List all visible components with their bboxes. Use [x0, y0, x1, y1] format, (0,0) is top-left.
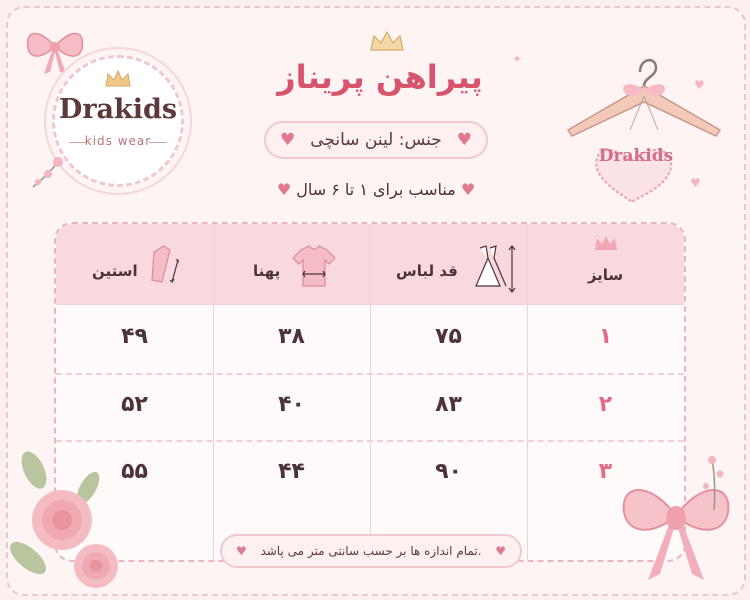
product-title: پیراهن پریناز	[277, 58, 483, 96]
sparkle-icon: ✦	[512, 52, 523, 66]
brand-logo	[52, 55, 184, 187]
heart-icon: ♥	[236, 544, 247, 558]
sleeve-cell: ۵۵	[121, 459, 148, 484]
heart-icon: ♥	[460, 180, 476, 199]
flower-sprig-icon	[28, 152, 68, 192]
material-text: جنس: لینن سانچی	[310, 130, 442, 150]
length-cell: ۷۵	[435, 324, 462, 349]
roses-decoration	[8, 448, 118, 594]
material-pill	[264, 121, 488, 159]
brand-tagline: kids wear	[84, 134, 152, 148]
heart-icon: ♥	[280, 130, 296, 150]
crown-icon	[593, 234, 619, 252]
size-cell: ۱	[598, 324, 613, 349]
heart-icon: ♥	[456, 130, 472, 150]
heart-icon: ♥	[690, 176, 701, 190]
header-width-label: پهنا	[253, 262, 281, 280]
header-size	[527, 234, 684, 294]
header-width	[213, 234, 370, 294]
width-cell: ۴۴	[278, 459, 305, 484]
dress-icon	[470, 242, 518, 298]
sleeve-cell: ۴۹	[121, 324, 148, 349]
length-cell: ۸۳	[435, 392, 462, 417]
sleeve-cell: ۵۲	[121, 392, 148, 417]
heart-icon: ♥	[495, 544, 506, 558]
age-range-text: مناسب برای ۱ تا ۶ سال	[296, 180, 456, 199]
header-sleeve-label: استین	[92, 262, 138, 280]
age-range	[246, 180, 506, 199]
footer-note	[220, 534, 522, 568]
header-size-label: سایز	[587, 266, 624, 284]
width-cell: ۴۰	[278, 392, 305, 417]
hanger-tag-icon	[560, 40, 730, 210]
header-length	[370, 234, 527, 294]
heart-icon: ♥	[694, 78, 705, 92]
brand-name: Drakids	[58, 94, 178, 125]
length-cell: ۹۰	[435, 459, 462, 484]
size-cell: ۲	[598, 392, 613, 417]
size-cell: ۳	[598, 459, 613, 484]
tag-brand-name: Drakids	[598, 146, 674, 166]
tshirt-icon	[289, 244, 339, 288]
size-table	[54, 222, 686, 562]
sleeve-icon	[148, 242, 190, 294]
width-cell: ۳۸	[278, 324, 305, 349]
flower-sprig-icon	[694, 452, 734, 512]
footer-note-text: تمام اندازه ها بر حسب سانتی متر می پاشد.	[260, 544, 482, 558]
header-sleeve	[56, 234, 213, 294]
header-length-label: قد لباس	[396, 262, 458, 280]
crown-icon	[368, 28, 406, 54]
heart-icon: ♥	[276, 180, 292, 199]
crown-icon	[103, 68, 133, 90]
